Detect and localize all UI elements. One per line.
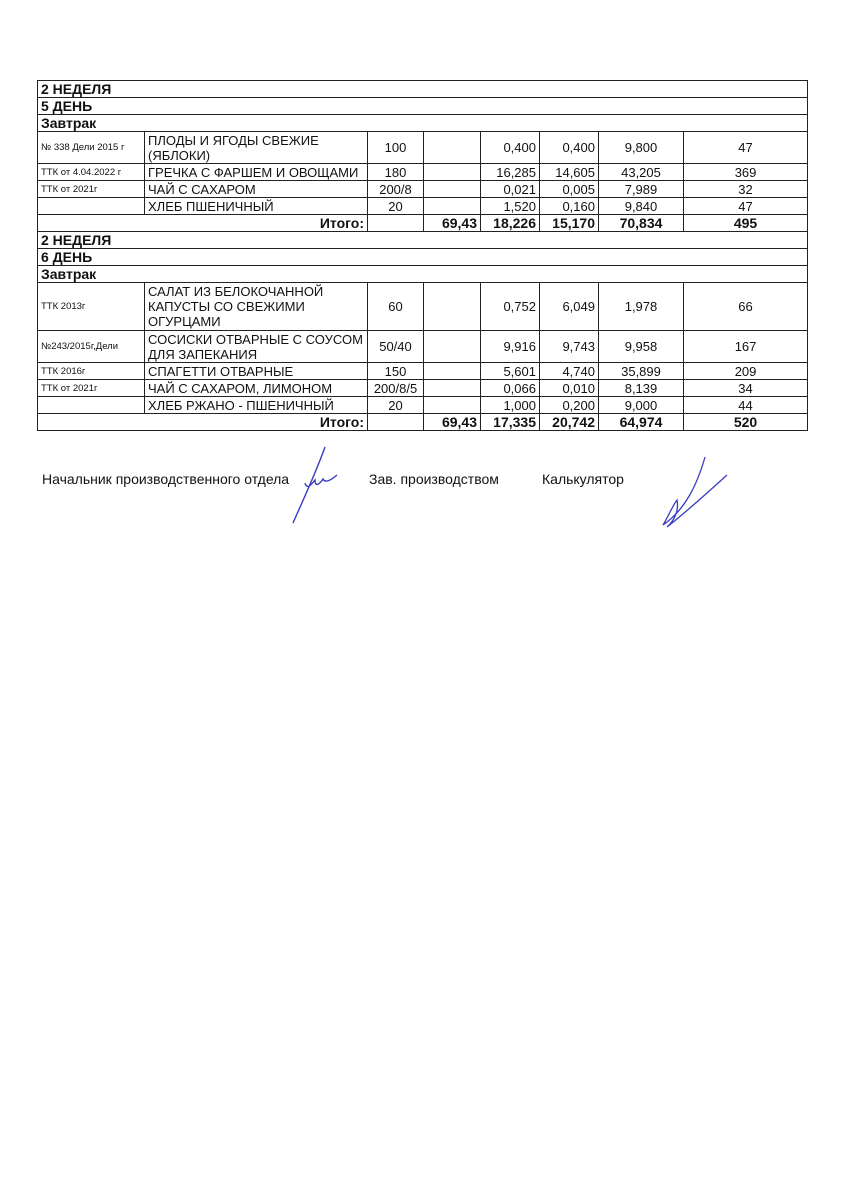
dish-name: ПЛОДЫ И ЯГОДЫ СВЕЖИЕ (ЯБЛОКИ): [145, 132, 368, 164]
price: [424, 331, 481, 363]
carbs: 7,989: [599, 181, 684, 198]
protein: 0,021: [481, 181, 540, 198]
dish-name: ХЛЕБ РЖАНО - ПШЕНИЧНЫЙ: [145, 397, 368, 414]
carbs: 43,205: [599, 164, 684, 181]
calories: 34: [684, 380, 808, 397]
protein: 1,520: [481, 198, 540, 215]
total-calories: 495: [684, 215, 808, 232]
table-row: [38, 164, 808, 181]
fat: 0,010: [540, 380, 599, 397]
fat: 0,005: [540, 181, 599, 198]
table-row: [38, 132, 808, 164]
dish-name: САЛАТ ИЗ БЕЛОКОЧАННОЙ КАПУСТЫ СО СВЕЖИМИ ОГУРЦАМИ: [145, 283, 368, 331]
production-manager-label: Зав. производством: [369, 471, 499, 487]
table-row: [38, 283, 808, 331]
table-row: [38, 198, 808, 215]
total-empty: [368, 414, 424, 431]
dish-name: ГРЕЧКА С ФАРШЕМ И ОВОЩАМИ: [145, 164, 368, 181]
total-label: Итого:: [38, 215, 368, 232]
price: [424, 164, 481, 181]
calories: 44: [684, 397, 808, 414]
calories: 369: [684, 164, 808, 181]
meal-header: Завтрак: [38, 266, 808, 283]
price: [424, 380, 481, 397]
week-header: 2 НЕДЕЛЯ: [38, 81, 808, 98]
portion: 180: [368, 164, 424, 181]
week-header-row: [38, 232, 808, 249]
price: [424, 397, 481, 414]
meal-header: Завтрак: [38, 115, 808, 132]
dish-name: ЧАЙ С САХАРОМ: [145, 181, 368, 198]
protein: 0,752: [481, 283, 540, 331]
recipe-code: ТТК 2013г: [38, 283, 145, 331]
recipe-code: ТТК от 2021г: [38, 380, 145, 397]
signature-head: [285, 445, 345, 530]
price: [424, 363, 481, 380]
total-row: [38, 215, 808, 232]
recipe-code: ТТК 2016г: [38, 363, 145, 380]
fat: 14,605: [540, 164, 599, 181]
carbs: 9,840: [599, 198, 684, 215]
fat: 6,049: [540, 283, 599, 331]
total-fat: 20,742: [540, 414, 599, 431]
recipe-code: [38, 397, 145, 414]
total-empty: [368, 215, 424, 232]
carbs: 35,899: [599, 363, 684, 380]
meal-header-row: [38, 266, 808, 283]
portion: 200/8/5: [368, 380, 424, 397]
calculator-label: Калькулятор: [542, 471, 624, 487]
carbs: 9,800: [599, 132, 684, 164]
total-price: 69,43: [424, 414, 481, 431]
portion: 150: [368, 363, 424, 380]
fat: 0,200: [540, 397, 599, 414]
calories: 66: [684, 283, 808, 331]
day-header-row: [38, 98, 808, 115]
protein: 5,601: [481, 363, 540, 380]
dish-name: ХЛЕБ ПШЕНИЧНЫЙ: [145, 198, 368, 215]
head-of-department-label: Начальник производственного отдела: [42, 471, 290, 487]
dish-name: СПАГЕТТИ ОТВАРНЫЕ: [145, 363, 368, 380]
calories: 209: [684, 363, 808, 380]
protein: 0,400: [481, 132, 540, 164]
recipe-code: [38, 198, 145, 215]
day-header-row: [38, 249, 808, 266]
recipe-code: ТТК от 4.04.2022 г: [38, 164, 145, 181]
total-price: 69,43: [424, 215, 481, 232]
total-calories: 520: [684, 414, 808, 431]
protein: 0,066: [481, 380, 540, 397]
meal-header-row: [38, 115, 808, 132]
carbs: 9,958: [599, 331, 684, 363]
calories: 47: [684, 132, 808, 164]
portion: 200/8: [368, 181, 424, 198]
recipe-code: №243/2015г,Дели: [38, 331, 145, 363]
table-row: [38, 181, 808, 198]
dish-name: ЧАЙ С САХАРОМ, ЛИМОНОМ: [145, 380, 368, 397]
fat: 9,743: [540, 331, 599, 363]
menu-table: [37, 80, 808, 431]
protein: 9,916: [481, 331, 540, 363]
table-row: [38, 363, 808, 380]
recipe-code: № 338 Дели 2015 г: [38, 132, 145, 164]
week-header: 2 НЕДЕЛЯ: [38, 232, 808, 249]
total-row: [38, 414, 808, 431]
total-protein: 17,335: [481, 414, 540, 431]
table-row: [38, 331, 808, 363]
total-label: Итого:: [38, 414, 368, 431]
total-carbs: 70,834: [599, 215, 684, 232]
carbs: 9,000: [599, 397, 684, 414]
recipe-code: ТТК от 2021г: [38, 181, 145, 198]
portion: 50/40: [368, 331, 424, 363]
day-header: 5 ДЕНЬ: [38, 98, 808, 115]
carbs: 1,978: [599, 283, 684, 331]
total-carbs: 64,974: [599, 414, 684, 431]
portion: 20: [368, 198, 424, 215]
total-fat: 15,170: [540, 215, 599, 232]
portion: 100: [368, 132, 424, 164]
calories: 32: [684, 181, 808, 198]
price: [424, 283, 481, 331]
portion: 60: [368, 283, 424, 331]
price: [424, 198, 481, 215]
price: [424, 132, 481, 164]
carbs: 8,139: [599, 380, 684, 397]
fat: 0,400: [540, 132, 599, 164]
total-protein: 18,226: [481, 215, 540, 232]
portion: 20: [368, 397, 424, 414]
protein: 1,000: [481, 397, 540, 414]
calories: 167: [684, 331, 808, 363]
price: [424, 181, 481, 198]
fat: 4,740: [540, 363, 599, 380]
calories: 47: [684, 198, 808, 215]
table-row: [38, 397, 808, 414]
signature-calculator: [655, 455, 735, 535]
fat: 0,160: [540, 198, 599, 215]
week-header-row: [38, 81, 808, 98]
dish-name: СОСИСКИ ОТВАРНЫЕ С СОУСОМ ДЛЯ ЗАПЕКАНИЯ: [145, 331, 368, 363]
table-row: [38, 380, 808, 397]
protein: 16,285: [481, 164, 540, 181]
day-header: 6 ДЕНЬ: [38, 249, 808, 266]
